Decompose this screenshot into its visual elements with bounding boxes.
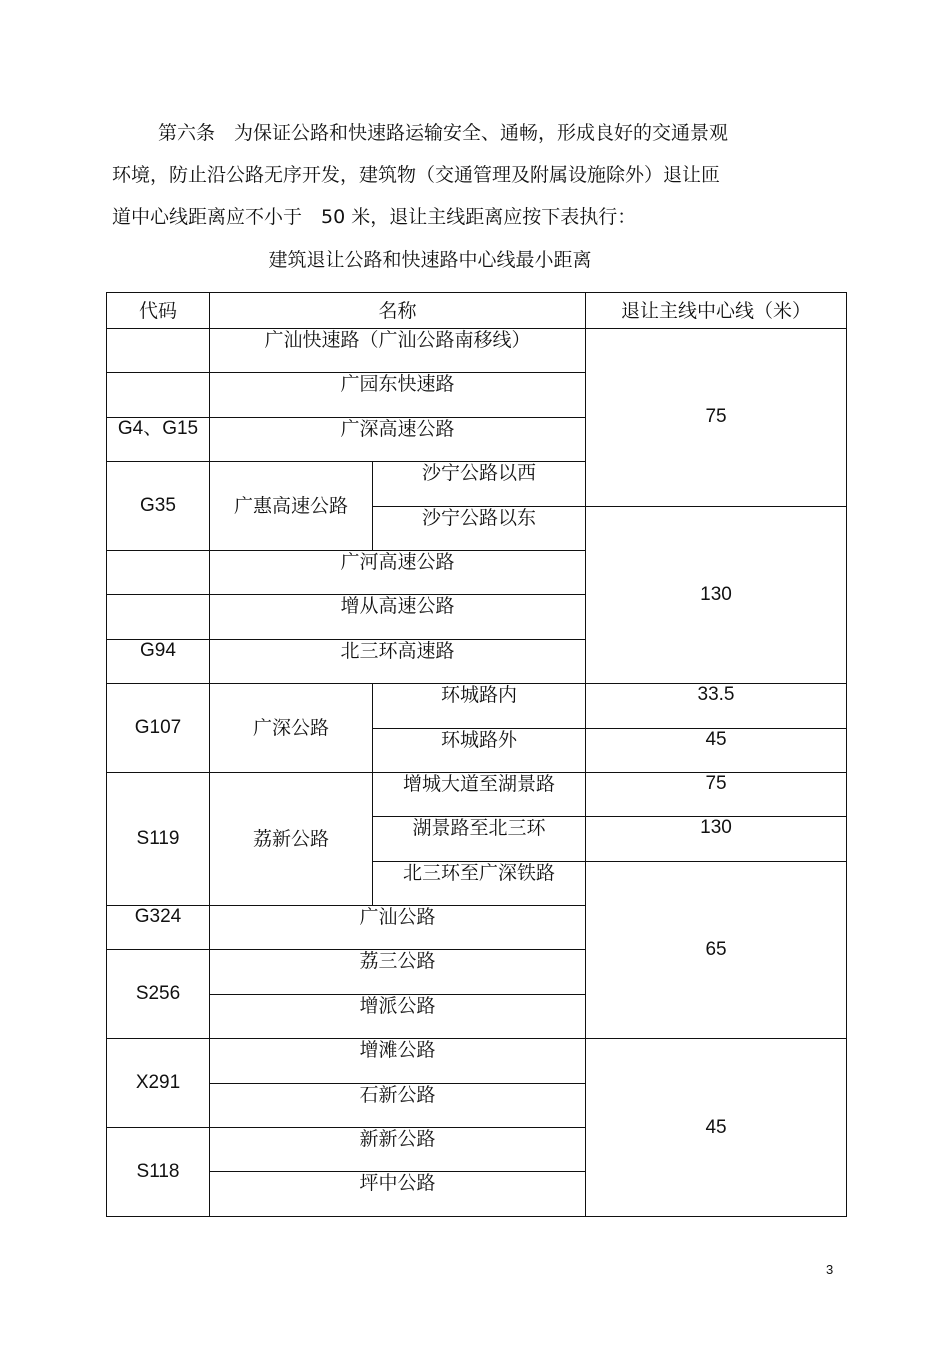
- name-cell: 广园东快速路: [210, 373, 586, 417]
- code-cell: [107, 329, 210, 373]
- code-cell: S118: [107, 1128, 210, 1217]
- page-number: 3: [826, 1262, 834, 1277]
- name-cell: 石新公路: [210, 1083, 586, 1127]
- setback-cell: 75: [586, 772, 847, 816]
- name-cell: 广河高速公路: [210, 550, 586, 594]
- setback-cell: 45: [586, 728, 847, 772]
- name-cell: 广深公路: [210, 684, 373, 773]
- header-name: 名称: [210, 293, 586, 329]
- header-setback: 退让主线中心线（米）: [586, 293, 847, 329]
- table-row: [107, 1039, 847, 1083]
- code-cell: G4、G15: [107, 417, 210, 461]
- name-cell: 广汕公路: [210, 906, 586, 950]
- name-cell: 荔三公路: [210, 950, 586, 994]
- table-header-row: [107, 293, 847, 329]
- name-cell: 广深高速公路: [210, 417, 586, 461]
- setback-cell: 75: [586, 329, 847, 507]
- setback-cell: 65: [586, 861, 847, 1039]
- paragraph-line-3: 道中心线距离应不小于 50 米，退让主线距离应按下表执行：: [112, 206, 637, 228]
- segment-cell: 沙宁公路以东: [373, 506, 586, 550]
- code-cell: [107, 550, 210, 594]
- code-cell: G94: [107, 639, 210, 683]
- table-row: [107, 684, 847, 728]
- code-cell: [107, 595, 210, 639]
- paragraph-line-2: 环境，防止沿公路无序开发，建筑物（交通管理及附属设施除外）退让匝: [112, 164, 721, 186]
- code-cell: X291: [107, 1039, 210, 1128]
- code-cell: S119: [107, 772, 210, 905]
- name-cell: 广惠高速公路: [210, 462, 373, 551]
- paragraph-line-1: 第六条 为保证公路和快速路运输安全、通畅，形成良好的交通景观: [158, 122, 729, 144]
- table-row: [107, 329, 847, 373]
- segment-cell: 环城路内: [373, 684, 586, 728]
- setback-cell: 130: [586, 506, 847, 684]
- name-cell: 增派公路: [210, 994, 586, 1038]
- segment-cell: 增城大道至湖景路: [373, 772, 586, 816]
- table-caption: 建筑退让公路和快速路中心线最小距离: [268, 249, 592, 271]
- code-cell: G35: [107, 462, 210, 551]
- name-cell: 增从高速公路: [210, 595, 586, 639]
- header-code: 代码: [107, 293, 210, 329]
- name-cell: 增滩公路: [210, 1039, 586, 1083]
- setback-cell: 45: [586, 1039, 847, 1217]
- name-cell: 荔新公路: [210, 772, 373, 905]
- setback-cell: 33.5: [586, 684, 847, 728]
- setback-cell: 130: [586, 817, 847, 861]
- segment-cell: 环城路外: [373, 728, 586, 772]
- name-cell: 北三环高速路: [210, 639, 586, 683]
- segment-cell: 北三环至广深铁路: [373, 861, 586, 905]
- segment-cell: 沙宁公路以西: [373, 462, 586, 506]
- code-cell: [107, 373, 210, 417]
- name-cell: 广汕快速路（广汕公路南移线）: [210, 329, 586, 373]
- table-row: [107, 772, 847, 816]
- body-paragraph: [112, 112, 812, 238]
- name-cell: 新新公路: [210, 1128, 586, 1172]
- segment-cell: 湖景路至北三环: [373, 817, 586, 861]
- code-cell: G324: [107, 906, 210, 950]
- setback-table: [106, 292, 847, 1217]
- name-cell: 坪中公路: [210, 1172, 586, 1216]
- code-cell: S256: [107, 950, 210, 1039]
- code-cell: G107: [107, 684, 210, 773]
